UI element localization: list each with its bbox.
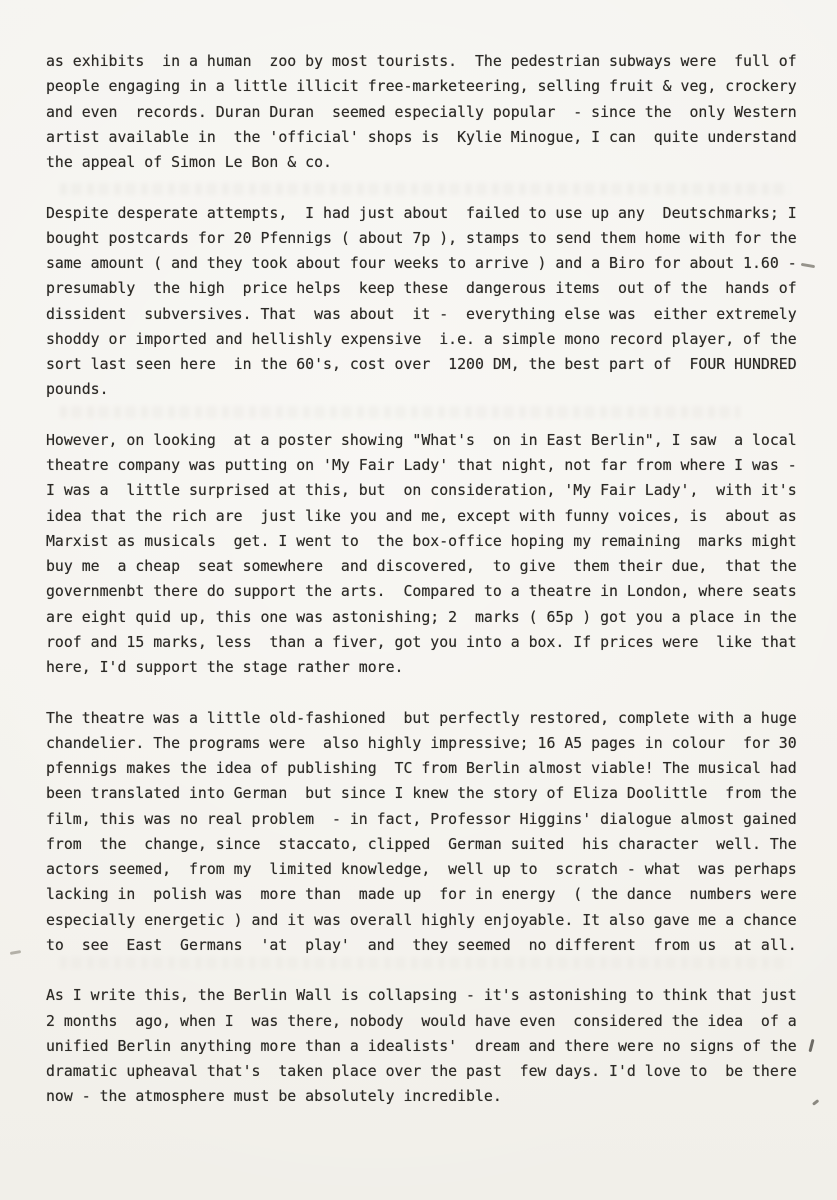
text-line: presumably the high price helps keep these dangerous items out of the hands of	[46, 279, 797, 298]
scan-mark-left-speck	[10, 950, 21, 955]
text-line: here, I'd support the stage rather more.	[46, 658, 404, 676]
paragraph	[46, 983, 802, 1109]
text-line: especially energetic ) and it was overall highly enjoyable. It also gave me a chance	[46, 910, 797, 929]
text-line: film, this was no real problem - in fact, Professor Higgins' dialogue almost gained	[46, 809, 797, 828]
text-line: people engaging in a little illicit free-marketeering, selling fruit & veg, crockery	[46, 77, 797, 96]
text-line: Despite desperate attempts, I had just about failed to use up any Deutschmarks; I	[46, 203, 797, 222]
scan-mark-speck	[812, 1099, 819, 1105]
text-line: The theatre was a little old-fashioned but perfectly restored, complete with a huge	[46, 708, 797, 727]
text-line: artist available in the 'official' shops is Kylie Minogue, I can quite understand	[46, 127, 797, 146]
text-line: roof and 15 marks, less than a fiver, got you into a box. If prices were like that	[46, 632, 797, 651]
paragraph	[46, 201, 802, 403]
text-line: are eight quid up, this one was astonishing; 2 marks ( 65p ) got you a place in the	[46, 607, 797, 626]
text-line: As I write this, the Berlin Wall is collapsing - it's astonishing to think that just	[46, 986, 797, 1005]
text-line: same amount ( and they took about four weeks to arrive ) and a Biro for about 1.60 -	[46, 254, 797, 272]
typewritten-text	[46, 49, 802, 1110]
scan-mark-dash	[801, 263, 815, 268]
scan-mark-comma	[808, 1039, 814, 1052]
text-line: Marxist as musicals get. I went to the box-office hoping my remaining marks might	[46, 531, 797, 550]
paragraph	[46, 49, 802, 175]
text-line: pfennigs makes the idea of publishing TC from Berlin almost viable! The musical had	[46, 759, 797, 777]
text-line: governmenbt there do support the arts. Compared to a theatre in London, where seats	[46, 582, 797, 601]
text-line: from the change, since staccato, clipped German suited his character well. The	[46, 834, 797, 853]
text-line: the appeal of Simon Le Bon & co.	[46, 153, 332, 171]
text-line: and even records. Duran Duran seemed especially popular - since the only Western	[46, 102, 797, 121]
text-line: I was a little surprised at this, but on consideration, 'My Fair Lady', with it's	[46, 481, 797, 500]
paragraph	[46, 428, 802, 681]
text-line: However, on looking at a poster showing "What's on in East Berlin", I saw a local	[46, 430, 797, 449]
text-line: actors seemed, from my limited knowledge, well up to scratch - what was perhaps	[46, 860, 797, 878]
text-line: chandelier. The programs were also highly impressive; 16 A5 pages in colour for 30	[46, 733, 797, 752]
text-line: lacking in polish was more than made up for in energy ( the dance numbers were	[46, 885, 797, 904]
text-line: shoddy or imported and hellishly expensive i.e. a simple mono record player, of the	[46, 329, 797, 348]
text-line: pounds.	[46, 380, 109, 399]
text-line: as exhibits in a human zoo by most tourists. The pedestrian subways were full of	[46, 52, 797, 70]
text-line: been translated into German but since I knew the story of Eliza Doolittle from the	[46, 784, 797, 803]
text-line: sort last seen here in the 60's, cost over 1200 DM, the best part of FOUR HUNDRED	[46, 355, 797, 373]
text-line: dissident subversives. That was about it - everything else was either extremely	[46, 304, 797, 323]
text-line: dramatic upheaval that's taken place over the past few days. I'd love to be there	[46, 1062, 797, 1080]
text-line: idea that the rich are just like you and me, except with funny voices, is about as	[46, 506, 797, 525]
text-line: unified Berlin anything more than a idealists' dream and there were no signs of the	[46, 1036, 797, 1055]
paragraph	[46, 706, 802, 959]
text-line: theatre company was putting on 'My Fair Lady' that night, not far from where I was -	[46, 456, 797, 474]
text-line: to see East Germans 'at play' and they seemed no different from us at all.	[46, 935, 797, 954]
text-line: buy me a cheap seat somewhere and discovered, to give them their due, that the	[46, 557, 797, 575]
text-line: 2 months ago, when I was there, nobody would have even considered the idea of a	[46, 1011, 797, 1030]
text-line: bought postcards for 20 Pfennigs ( about 7p ), stamps to send them home with for the	[46, 228, 797, 247]
text-line: now - the atmosphere must be absolutely incredible.	[46, 1087, 502, 1106]
